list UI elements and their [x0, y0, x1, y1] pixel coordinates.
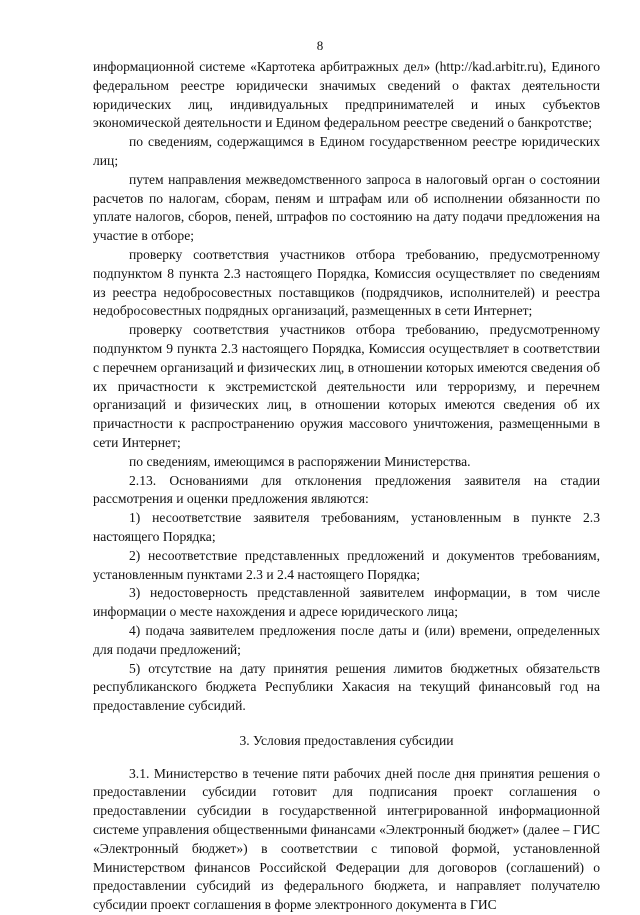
list-item: 3) недостоверность представленной заявителем информации, в том числе информации о месте нахождения и адресе юридического лица; — [93, 585, 600, 620]
document-body — [93, 58, 600, 915]
list-item: 5) отсутствие на дату принятия решения лимитов бюджетных обязательств республиканского бюджета Республики Хакасия на текущий финансовый год на предоставление субсидий. — [93, 660, 600, 714]
list-item: 2) несоответствие представленных предложений и документов требованиям, установленным пунктами 2.3 и 2.4 настоящего Порядка; — [93, 547, 600, 582]
paragraph: путем направления межведомственного запроса в налоговый орган о состоянии расчетов по налогам, сборам, пеням и штрафам или об исполнении обязанности по уплате налогов, сборов, пеней, штрафов по состоянию на дату подачи предложения на участие в отборе; — [93, 171, 600, 244]
list-item: 4) подача заявителем предложения после даты и (или) времени, определенных для подачи предложений; — [93, 622, 600, 657]
section-heading: 3. Условия предоставления субсидии — [239, 732, 454, 748]
paragraph: информационной системе «Картотека арбитражных дел» (http://kad.arbitr.ru), Единого федеральном реестре юридически значимых сведений о фактах деятельности юридических лиц, индивидуальных предпринимателей и иных субъектов экономической деятельности и Едином федеральном реестре сведений о банкротстве; — [93, 59, 600, 131]
paragraph: по сведениям, содержащимся в Едином государственном реестре юридических лиц; — [93, 134, 600, 168]
paragraph: проверку соответствия участников отбора требованию, предусмотренному подпунктом 9 пункта 2.3 настоящего Порядка, Комиссия осуществляет в соответствии с перечнем организаций и физических лиц, в отношении которых имеются сведения об их причастности к экстремистской деятельности или терроризму, и перечнем организаций и физических лиц, в отношении которых имеются сведения об их причастности к распространению оружия массового уничтожения, размещенными в сети Интернет; — [93, 322, 600, 450]
page-number: 8 — [316, 38, 324, 53]
paragraph: 2.13. Основаниями для отклонения предложения заявителя на стадии рассмотрения и оценки предложения являются: — [93, 472, 600, 507]
paragraph: проверку соответствия участников отбора требованию, предусмотренному подпунктом 8 пункта 2.3 настоящего Порядка, Комиссия осуществляет по сведениям из реестра недобросовестных поставщиков (подрядчиков, исполнителей) и реестра недобросовестных подрядных организаций, размещенных в сети Интернет; — [93, 246, 600, 319]
paragraph: 3.1. Министерство в течение пяти рабочих дней после дня принятия решения о предоставлении субсидии готовит для подписания проект соглашения о предоставлении субсидии в государственной интегрированной информационной системе управления общественными финансами «Электронный бюджет» (далее – ГИС «Электронный бюджет») в соответствии с типовой формой, установленной Министерством финансов Российской Федерации для договоров (соглашений) о предоставлении субсидий из федерального бюджета, и направляет получателю субсидии проект соглашения в форме электронного документа в ГИС — [93, 765, 600, 913]
list-item: 1) несоответствие заявителя требованиям, установленным в пункте 2.3 настоящего Порядка; — [93, 510, 600, 544]
paragraph: по сведениям, имеющимся в распоряжении Министерства. — [129, 453, 471, 469]
